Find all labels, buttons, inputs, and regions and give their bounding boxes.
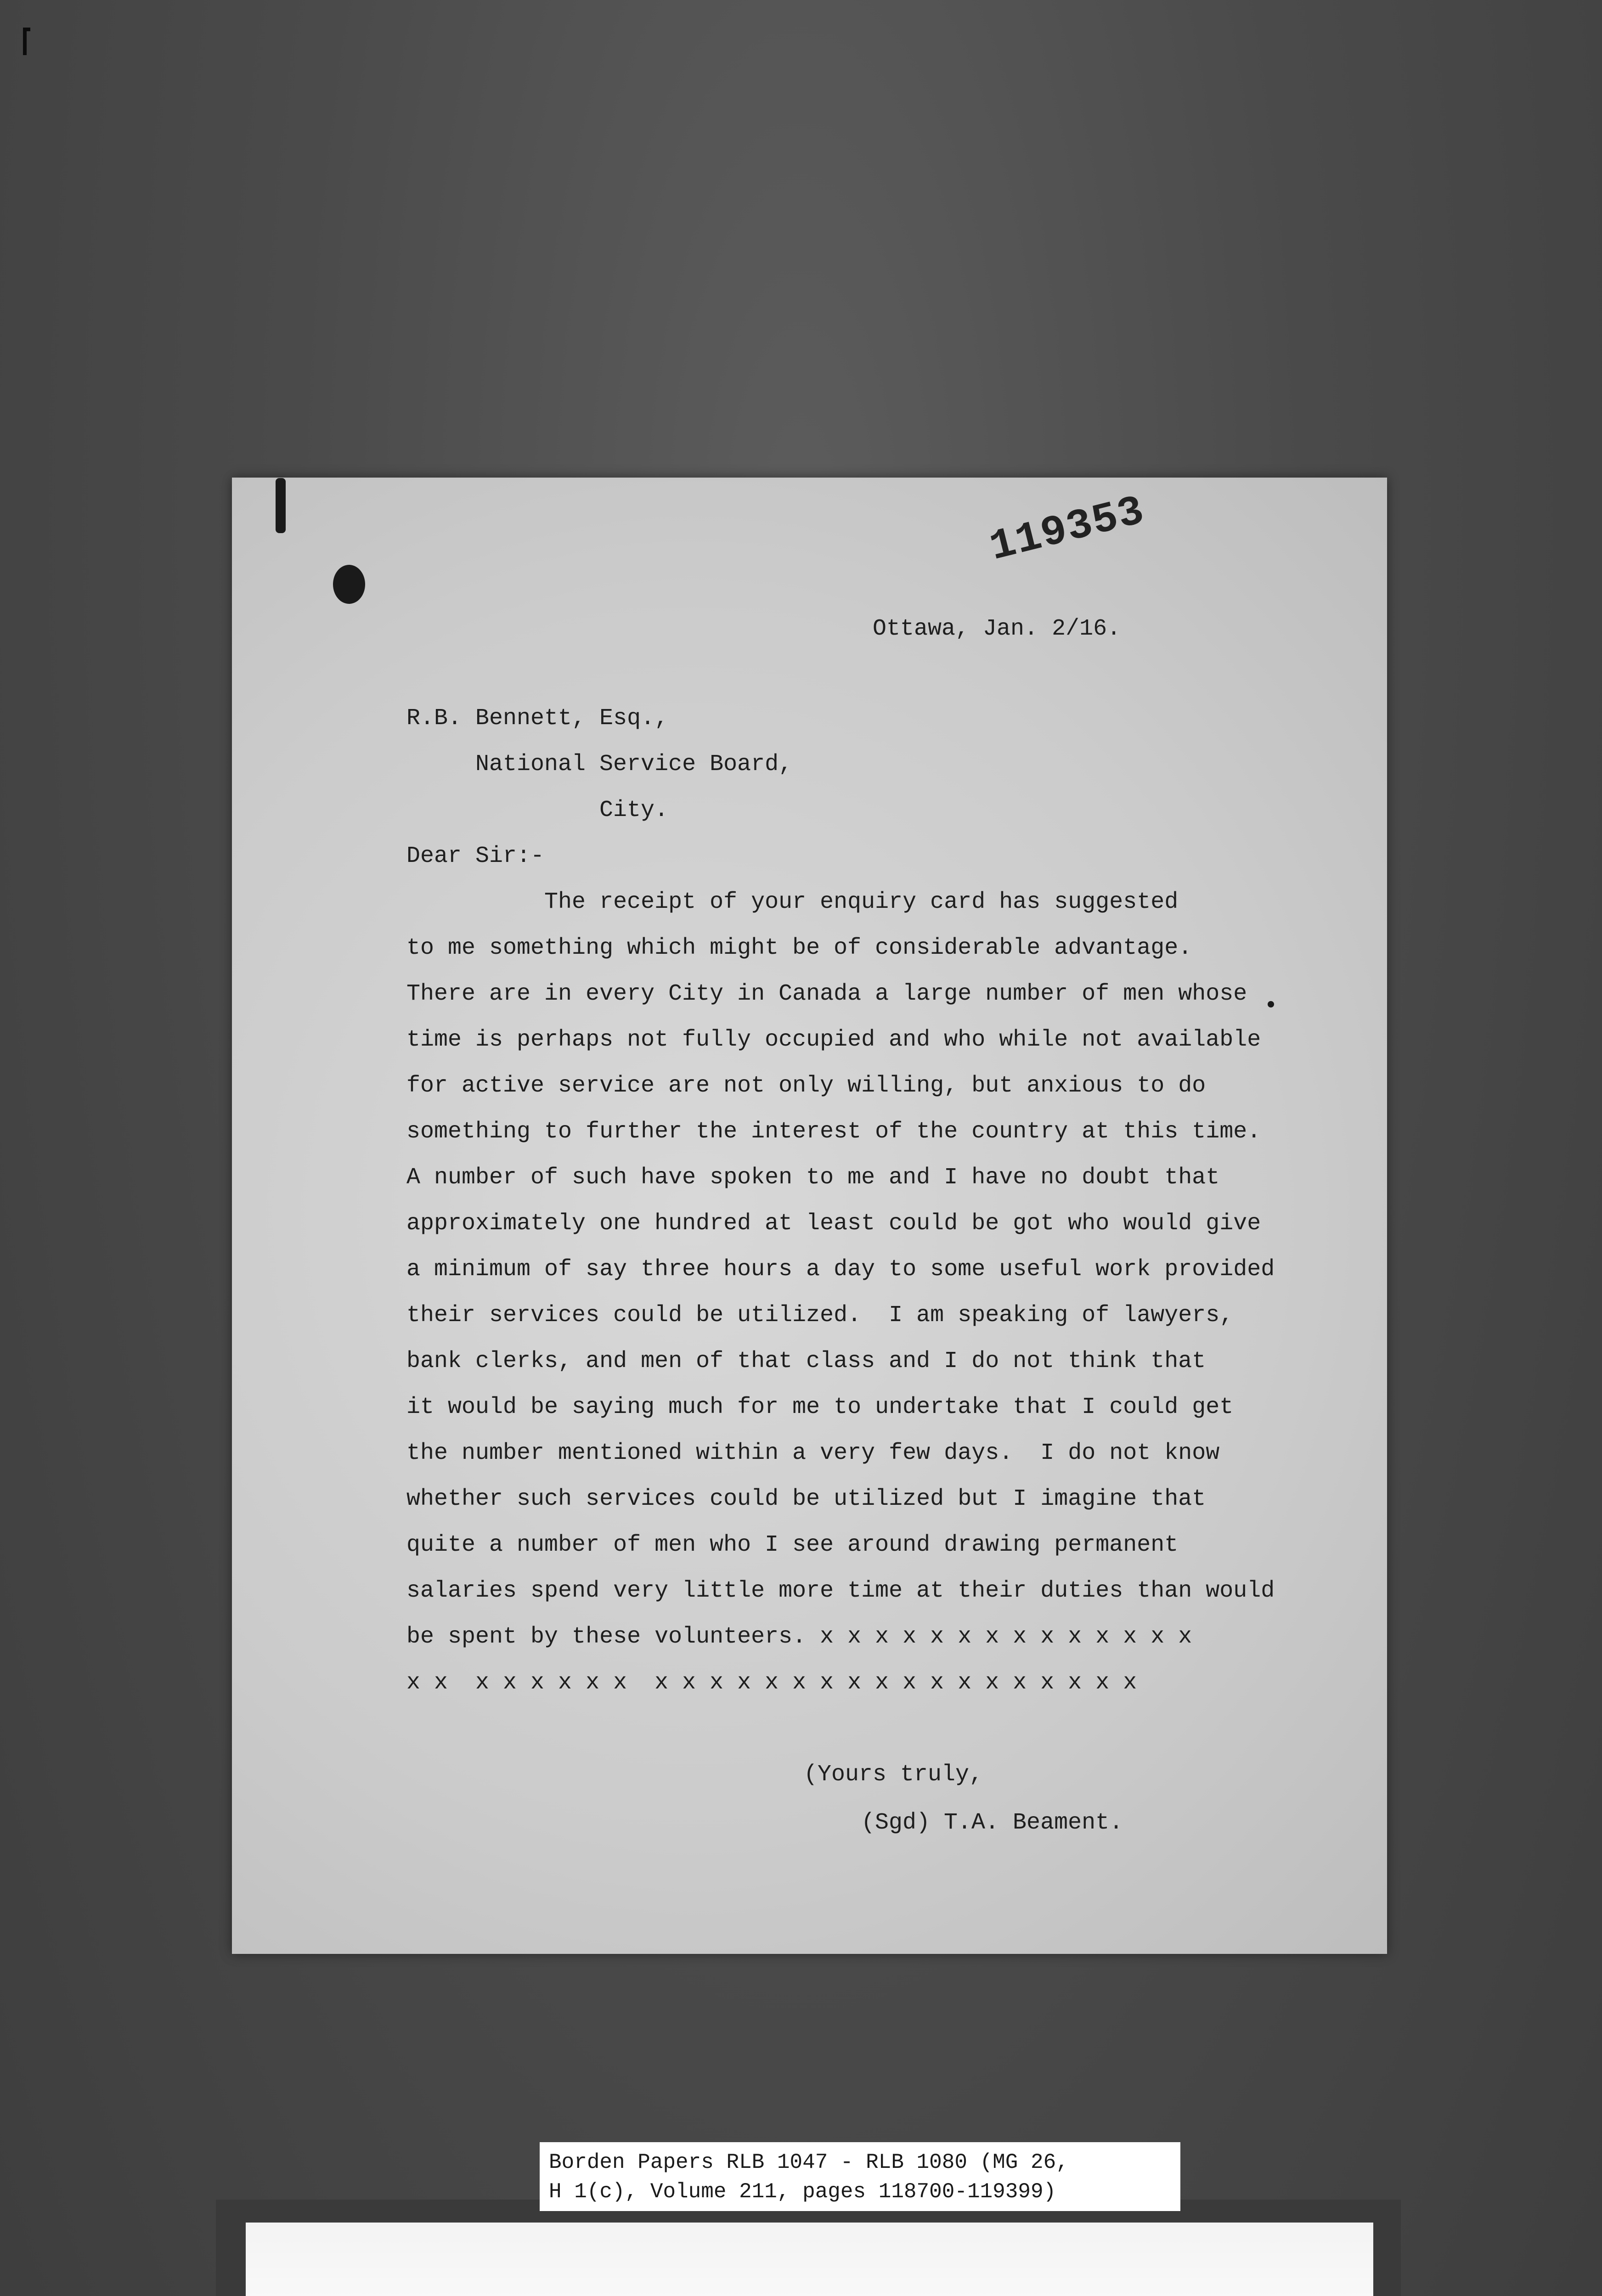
body-line: their services could be utilized. I am speaking of lawyers,: [406, 1302, 1234, 1328]
body-line: the number mentioned within a very few days. I do not know: [406, 1440, 1220, 1466]
body-line: salaries spend very little more time at their duties than would: [406, 1578, 1275, 1604]
recipient-name: R.B. Bennett, Esq.,: [406, 705, 669, 732]
recipient-location: City.: [599, 797, 669, 823]
citation-line-1: Borden Papers RLB 1047 - RLB 1080 (MG 26,: [549, 2150, 1069, 2174]
salutation: Dear Sir:-: [406, 843, 545, 869]
letter-closing: (Yours truly,: [804, 1761, 983, 1788]
letter-body: [406, 891, 1275, 1717]
citation-label: [540, 2142, 1180, 2211]
letter-signature: (Sgd) T.A. Beament.: [861, 1810, 1123, 1836]
letter-page: [232, 478, 1387, 1954]
body-line: whether such services could be utilized but I imagine that: [406, 1486, 1206, 1512]
archives-card: [246, 2223, 1373, 2296]
ink-stain: [333, 565, 365, 604]
body-line: something to further the interest of the country at this time.: [406, 1119, 1261, 1145]
body-line: There are in every City in Canada a large number of men whose: [406, 981, 1247, 1007]
body-line: for active service are not only willing, but anxious to do: [406, 1073, 1206, 1099]
body-line: x x x x x x x x x x x x x x x x x x x x x x x x x x: [406, 1670, 1137, 1696]
body-line: A number of such have spoken to me and I have no doubt that: [406, 1165, 1220, 1191]
body-line: bank clerks, and men of that class and I do not think that: [406, 1348, 1206, 1374]
body-line: The receipt of your enquiry card has suggested: [406, 889, 1179, 915]
citation-line-2: H 1(c), Volume 211, pages 118700-119399): [549, 2180, 1056, 2204]
body-line: time is perhaps not fully occupied and who while not available: [406, 1027, 1261, 1053]
ink-stain: [276, 478, 286, 533]
letter-date: Ottawa, Jan. 2/16.: [873, 616, 1121, 642]
body-line: approximately one hundred at least could be got who would give: [406, 1210, 1261, 1237]
recipient-organization: National Service Board,: [475, 751, 793, 777]
body-line: be spent by these volunteers. x x x x x x x x x x x x x x: [406, 1624, 1192, 1650]
body-line: quite a number of men who I see around drawing permanent: [406, 1532, 1179, 1558]
body-line: a minimum of say three hours a day to some useful work provided: [406, 1256, 1275, 1283]
body-line: to me something which might be of considerable advantage.: [406, 935, 1192, 961]
body-line: it would be saying much for me to undertake that I could get: [406, 1394, 1234, 1420]
film-corner-mark: [23, 28, 30, 55]
stamped-page-number: 119353: [985, 487, 1150, 572]
